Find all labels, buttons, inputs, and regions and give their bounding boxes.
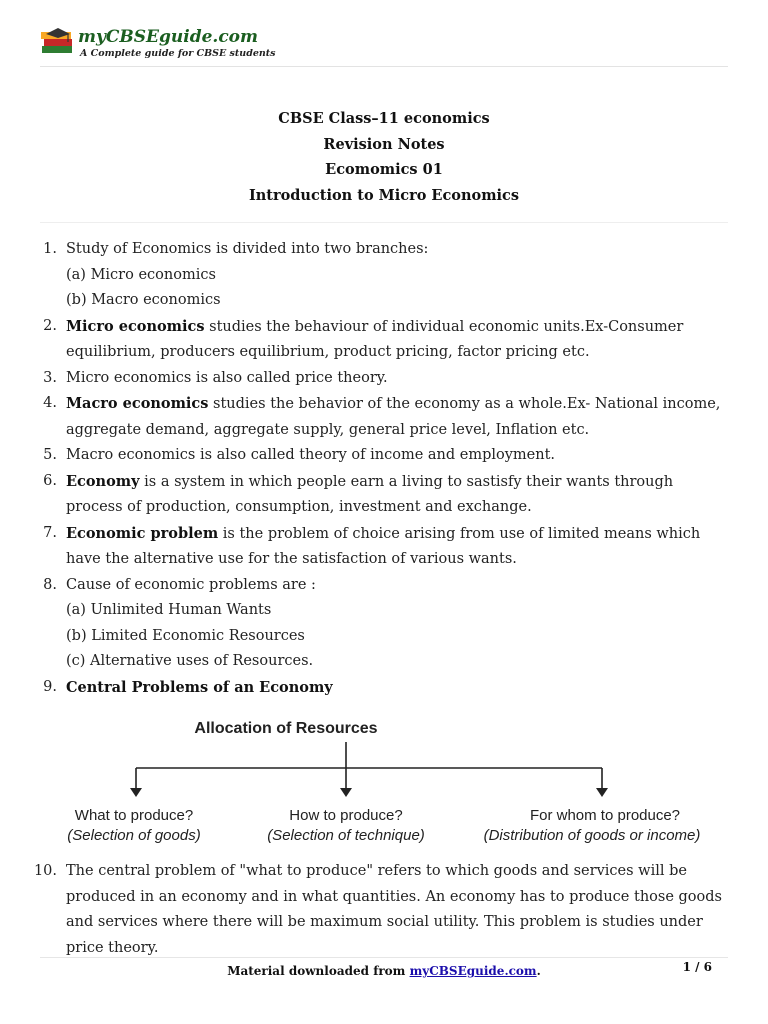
- footer-prefix: Material downloaded from: [227, 964, 410, 978]
- footer-suffix: .: [536, 964, 541, 978]
- list-item: 3. Micro economics is also called price theory.: [43, 369, 388, 386]
- title-chapter: Ecomomics 01: [325, 161, 443, 178]
- list-item: 6. Economy is a system in which people earn a living to sastisfy their wants through process of production, consumption, investment and exchange.: [43, 472, 674, 515]
- page-number: 1 / 6: [682, 960, 712, 974]
- resource-allocation-diagram: [60, 713, 732, 847]
- list-item: 7. Economic problem is the problem of choice arising from use of limited means which have the alternative use for the satisfaction of various wants.: [43, 524, 701, 567]
- branch-how-sub: (Selection of technique): [267, 827, 425, 844]
- brand-logo-text: myCBSEguide.com: [78, 27, 259, 47]
- diagram-root-label: Allocation of Resources: [194, 720, 378, 737]
- list-item: 9. Central Problems of an Economy: [43, 678, 333, 696]
- list-item: 8. Cause of economic problems are : (a) Unlimited Human Wants (b) Limited Economic Resources (c) Alternative uses of Resources.: [43, 576, 316, 669]
- brand-tagline: A Complete guide for CBSE students: [80, 48, 276, 59]
- branch-what-label: What to produce?: [74, 807, 194, 824]
- list-item: 4. Macro economics studies the behavior of the economy as a whole.Ex- National income, aggregate demand, aggregate supply, general price level, Inflation etc.: [43, 395, 721, 438]
- branch-whom-sub: (Distribution of goods or income): [483, 827, 701, 844]
- list-item: 5. Macro economics is also called theory of income and employment.: [43, 447, 556, 463]
- arrow-down-icon: [340, 788, 352, 797]
- list-item: 2. Micro economics studies the behaviour of individual economic units.Ex-Consumer equilibrium, producers equilibrium, product pricing, factor pricing etc.: [43, 317, 684, 360]
- title-divider: [40, 222, 728, 223]
- title-class: CBSE Class–11 economics: [278, 110, 490, 127]
- footer-divider: [40, 957, 728, 958]
- arrow-down-icon: [596, 788, 608, 797]
- notes-list: [0, 237, 768, 961]
- branch-how-label: How to produce?: [289, 807, 403, 824]
- footer-link[interactable]: myCBSEguide.com: [409, 964, 537, 978]
- list-item: 10. The central problem of "what to produce" refers to which goods and services will be produced in an economy and in what quantities. An economy has to produce those goods and services where there will be maximum social utility. This problem is studies under price theory.: [33, 863, 722, 956]
- title-block: [0, 106, 768, 208]
- title-notes: Revision Notes: [323, 135, 445, 153]
- arrow-down-icon: [130, 788, 142, 797]
- branch-whom-label: For whom to produce?: [529, 807, 681, 824]
- branch-what-sub: (Selection of goods): [67, 827, 201, 844]
- header-divider: [40, 66, 728, 67]
- list-item: 1. Study of Economics is divided into two branches: (a) Micro economics (b) Macro economics: [43, 241, 429, 308]
- logo: [40, 24, 276, 66]
- books-icon: [41, 28, 72, 53]
- footer: [0, 964, 768, 978]
- header: [40, 24, 728, 66]
- title-topic: Introduction to Micro Economics: [248, 186, 520, 204]
